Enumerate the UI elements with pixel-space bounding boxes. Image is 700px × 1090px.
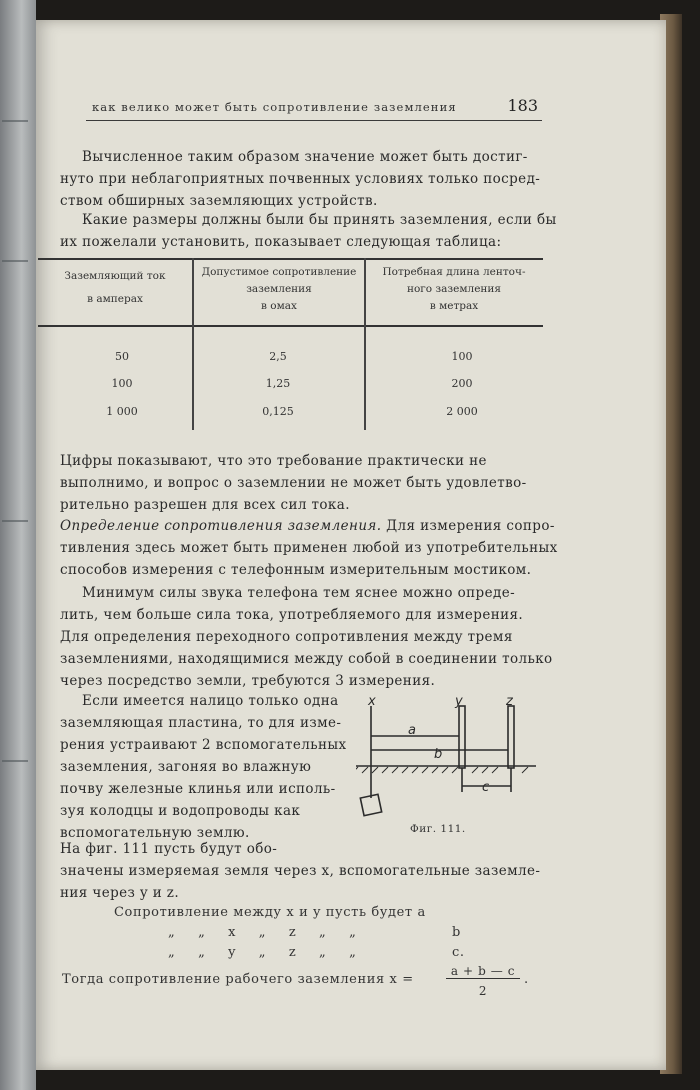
figure-label-z: z xyxy=(506,696,513,709)
header-line: в амперах xyxy=(87,293,143,305)
grounding-table xyxy=(38,258,543,430)
formula-period: . xyxy=(524,972,529,987)
text-line: выполнимо, и вопрос о заземлении не может быть удовлетво- xyxy=(60,475,527,491)
formula-line-2-value: b xyxy=(452,925,461,940)
header-line: Заземляющий ток xyxy=(64,270,166,282)
fraction-numerator: a + b — c xyxy=(446,964,520,979)
paragraph-8 xyxy=(60,838,545,904)
fraction-denominator: 2 xyxy=(478,984,488,998)
paragraph-4 xyxy=(60,515,558,581)
text-line: ством обширных заземляющих устройств. xyxy=(60,193,378,209)
text-line: вспомогательную землю. xyxy=(60,825,250,841)
figure-label-y: y xyxy=(455,696,463,709)
text-line: зуя колодцы и водопроводы как xyxy=(60,803,301,819)
table-cell: 100 xyxy=(111,377,133,390)
table-header-length xyxy=(366,264,542,315)
table-header-current xyxy=(38,268,192,308)
text-line: Если имеется налицо только одна xyxy=(82,693,339,709)
text-line: значены измеряемая земля через x, вспомогательные заземле- xyxy=(60,863,541,879)
header-line: ного заземления xyxy=(406,283,502,295)
table-cell: 0,125 xyxy=(262,405,294,418)
text-line: ния через y и z. xyxy=(60,885,180,901)
formula-line-3-value: c. xyxy=(452,945,465,960)
section-lead: Определение сопротивления заземления. xyxy=(60,518,382,534)
text-line: заземлениями, находящимися между собой в соединении только xyxy=(60,651,553,667)
table-header-rule xyxy=(38,325,543,327)
formula-line-3: „ „ y „ z „ „ xyxy=(168,945,357,960)
header-line: в омах xyxy=(261,300,297,312)
text-line: нуто при неблагоприятных почвенных условиях только посред- xyxy=(60,171,541,187)
table-cell: 100 xyxy=(451,350,473,363)
figure-caption: Фиг. 111. xyxy=(410,823,466,835)
header-line: Потребная длина ленточ- xyxy=(382,266,526,278)
formula-line-4: Тогда сопротивление рабочего заземления x = xyxy=(62,972,414,987)
text-line: способов измерения с телефонным измерительным мостиком. xyxy=(60,562,532,578)
text-fragment: Для измерения сопро- xyxy=(386,518,555,534)
table-header-resistance xyxy=(194,264,364,315)
paragraph-3 xyxy=(60,450,545,516)
figure-label-a: a xyxy=(408,723,416,738)
text-line: заземления, загоняя во влажную xyxy=(60,759,312,775)
text-line: рительно разрешен для всех сил тока. xyxy=(60,497,350,513)
figure-label-x: x xyxy=(368,696,376,709)
text-line: Цифры показывают, что это требование практически не xyxy=(60,453,487,469)
figure-label-c: c xyxy=(482,780,490,795)
adjacent-page-edge xyxy=(0,0,36,1090)
text-line: почву железные клинья или исполь- xyxy=(60,781,336,797)
table-cell: 1 000 xyxy=(106,405,138,418)
paragraph-5 xyxy=(60,582,545,626)
figure-111-diagram xyxy=(356,696,536,826)
paragraph-2 xyxy=(60,209,557,253)
text-line: Минимум силы звука телефона тем яснее можно опреде- xyxy=(82,585,516,601)
text-line: рения устраивают 2 вспомогательных xyxy=(60,737,347,753)
table-cell: 1,25 xyxy=(265,377,291,390)
text-line: заземляющая пластина, то для изме- xyxy=(60,715,342,731)
header-line: Допустимое сопротивление xyxy=(201,266,357,278)
table-top-rule xyxy=(38,258,543,260)
text-line: лить, чем больше сила тока, употребляемого для измерения. xyxy=(60,607,524,623)
running-title: как велико может быть сопротивление заземления xyxy=(92,100,457,114)
text-line: тивления здесь может быть применен любой из употребительных xyxy=(60,540,558,556)
formula-line-2: „ „ x „ z „ „ xyxy=(168,925,357,940)
paragraph-7 xyxy=(60,690,356,844)
formula-line-1: Сопротивление между x и y пусть будет a xyxy=(114,905,426,920)
header-line: в метрах xyxy=(429,300,479,312)
text-line: Какие размеры должны были бы принять заземления, если бы xyxy=(82,212,557,228)
text-line: через посредство земли, требуются 3 измерения. xyxy=(60,673,436,689)
text-line: На фиг. 111 пусть будут обо- xyxy=(60,841,278,857)
table-cell: 2,5 xyxy=(269,350,287,363)
paragraph-6 xyxy=(60,626,553,692)
table-cell: 2 000 xyxy=(446,405,478,418)
text-line: их пожелали установить, показывает следующая таблица: xyxy=(60,234,502,250)
text-line: Вычисленное таким образом значение может быть достиг- xyxy=(82,149,528,165)
table-cell: 50 xyxy=(115,350,129,363)
table-cell: 200 xyxy=(451,377,473,390)
figure-label-b: b xyxy=(434,747,443,762)
text-line: Для определения переходного сопротивления между тремя xyxy=(60,629,513,645)
text-line xyxy=(60,515,555,537)
page-number: 183 xyxy=(507,96,538,115)
running-header xyxy=(86,98,542,121)
header-line: заземления xyxy=(246,283,312,295)
paragraph-1 xyxy=(60,146,545,212)
